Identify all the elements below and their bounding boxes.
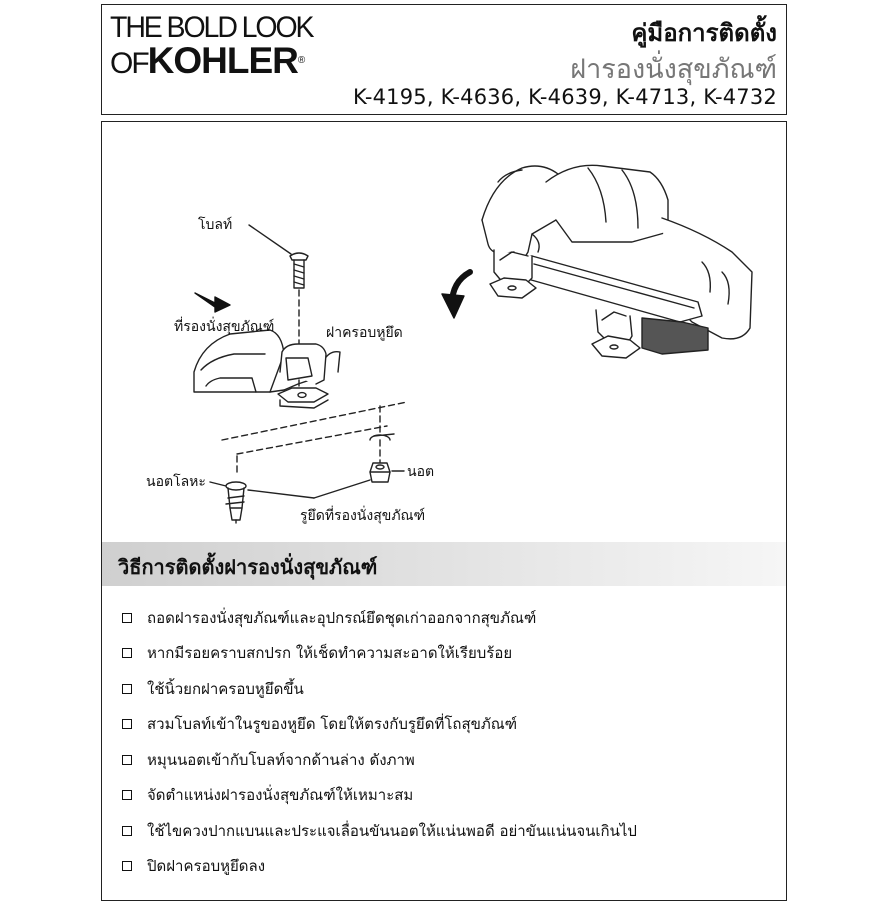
label-bolt: โบลท์ <box>198 217 233 233</box>
checkbox-icon <box>122 648 132 658</box>
installation-steps <box>122 600 637 884</box>
label-hinge-cover: ฝาครอบหูยึด <box>326 325 403 341</box>
label-seat-holes: รูยึดที่รองนั่งสุขภัณฑ์ <box>300 508 426 524</box>
logo-brand-line <box>110 40 323 81</box>
checkbox-icon <box>122 790 132 800</box>
hands-hinge-drawing <box>482 165 752 358</box>
label-seat: ที่รองนั่งสุขภัณฑ์ <box>174 319 275 335</box>
nut-drawing <box>370 434 394 482</box>
label-nut: นอต <box>407 464 435 480</box>
step-item <box>122 849 637 885</box>
logo-tagline: THE BOLD LOOK <box>110 11 313 44</box>
step-text: ใช้นิ้วยกฝาครอบหูยึดขึ้น <box>147 679 304 698</box>
document-header <box>101 4 787 115</box>
instruction-panel <box>101 121 787 901</box>
step-item <box>122 636 637 672</box>
model-numbers: K-4195, K-4636, K-4639, K-4713, K-4732 <box>353 85 777 109</box>
checkbox-icon <box>122 826 132 836</box>
label-metal-nut: นอตโลหะ <box>146 474 206 490</box>
step-item <box>122 778 637 814</box>
step-text: หากมีรอยคราบสกปรก ให้เช็ดทำความสะอาดให้เรียบร้อย <box>147 644 513 663</box>
step-item <box>122 813 637 849</box>
step-text: ถอดฝารองนั่งสุขภัณฑ์และอุปกรณ์ยึดชุดเก่าออกจากสุขภัณฑ์ <box>147 608 537 627</box>
logo-brand: KOHLER <box>147 40 298 81</box>
hinge-drawing <box>278 344 328 408</box>
step-text: สวมโบลท์เข้าในรูของหูยึด โดยให้ตรงกับรูยึดที่โถสุขภัณฑ์ <box>147 715 518 734</box>
section-title: วิธีการติดตั้งฝารองนั่งสุขภัณฑ์ <box>118 555 378 579</box>
checkbox-icon <box>122 719 132 729</box>
checkbox-icon <box>122 861 132 871</box>
checkbox-icon <box>122 755 132 765</box>
step-item <box>122 600 637 636</box>
step-item <box>122 742 637 778</box>
document-title: คู่มือการติดตั้ง <box>631 19 777 47</box>
metal-nut-drawing <box>226 482 246 526</box>
checkbox-icon <box>122 613 132 623</box>
registered-mark: ® <box>297 55 306 66</box>
bolt-drawing <box>249 225 308 288</box>
section-header <box>102 542 786 586</box>
checkbox-icon <box>122 684 132 694</box>
step-text: ปิดฝาครอบหูยึดลง <box>147 857 266 876</box>
step-item <box>122 707 637 743</box>
logo-of: OF <box>110 47 148 80</box>
step-text: ใช้ไขควงปากแบนและประแจเลื่อนขันนอตให้แน่นพอดี อย่าขันแน่นจนเกินไป <box>147 821 637 840</box>
step-item <box>122 671 637 707</box>
document-subtitle: ฝารองนั่งสุขภัณฑ์ <box>570 54 777 85</box>
kohler-logo <box>110 12 323 81</box>
direction-arrow <box>195 293 230 312</box>
installation-illustration <box>102 122 786 532</box>
step-text: หมุนนอตเข้ากับโบลท์จากด้านล่าง ดังภาพ <box>147 750 415 769</box>
step-text: จัดตำแหน่งฝารองนั่งสุขภัณฑ์ให้เหมาะสม <box>147 786 414 805</box>
